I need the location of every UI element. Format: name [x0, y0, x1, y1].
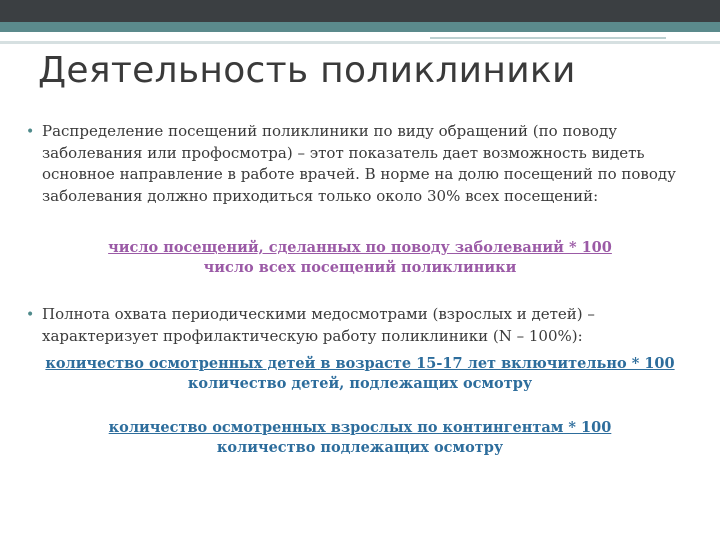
formula-2-denominator: количество детей, подлежащих осмотру	[187, 375, 533, 392]
formula-3	[0, 418, 720, 458]
header-accent-stripe	[0, 22, 720, 32]
bullet-text-2: Полнота охвата периодическими медосмотрами (взрослых и детей) – характеризует профилактическую работу поликлиники (N – 100%):	[42, 305, 595, 345]
header-accent-line	[430, 37, 666, 39]
formula-1-numerator: число посещений, сделанных по поводу заболеваний * 100	[108, 239, 612, 256]
formula-3-denominator: количество подлежащих осмотру	[216, 439, 504, 456]
bullet-marker-1: •	[26, 124, 35, 140]
bullet-text-1: Распределение посещений поликлиники по виду обращений (по поводу заболевания или профосмотра) – этот показатель дает возможность видеть основное направление в работе врачей. В норме на долю посещений по поводу заболевания должно приходиться только около 30% всех посещений:	[42, 122, 676, 205]
header-accent-underline	[0, 41, 720, 44]
formula-2	[0, 354, 720, 394]
formula-1-denominator: число всех посещений поликлиники	[203, 259, 517, 276]
header-band	[0, 0, 720, 22]
formula-1	[0, 238, 720, 278]
formula-2-numerator: количество осмотренных детей в возрасте 15-17 лет включительно * 100	[45, 355, 675, 372]
slide-title: Деятельность поликлиники	[38, 50, 576, 91]
bullet-marker-2: •	[26, 307, 35, 323]
formula-3-numerator: количество осмотренных взрослых по контингентам * 100	[108, 419, 612, 436]
